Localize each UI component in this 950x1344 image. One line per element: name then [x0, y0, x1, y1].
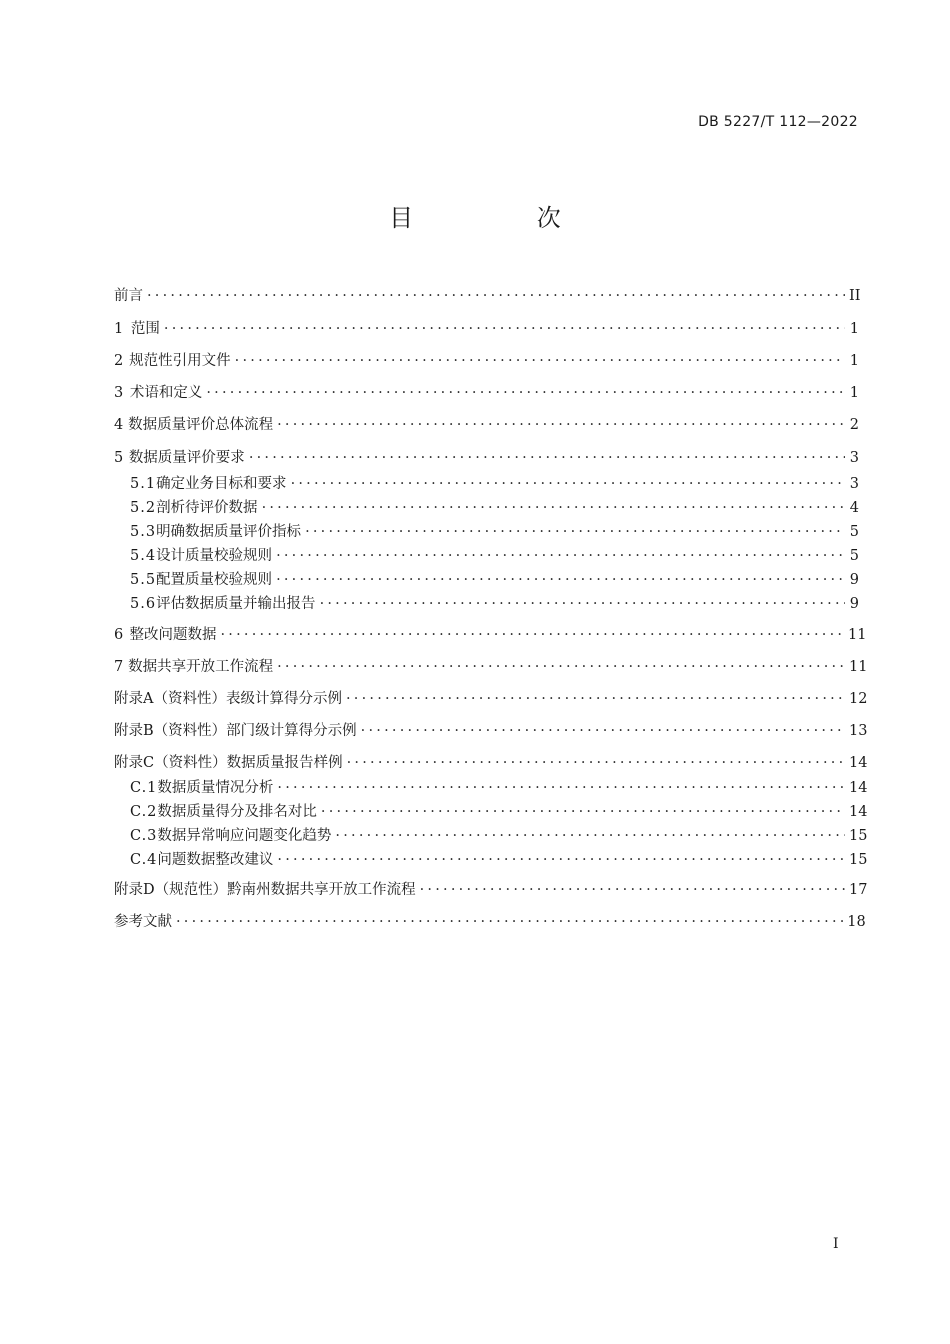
- toc-entry-number: 附录B（资料性）: [114, 723, 227, 739]
- toc-leader-dots: [320, 594, 845, 614]
- toc-entry-page: 5: [849, 524, 859, 540]
- page-number: I: [833, 1236, 839, 1252]
- toc-entry-number: 5.4: [130, 548, 157, 564]
- toc-leader-dots: [206, 383, 845, 403]
- toc-entry-page: II: [849, 288, 861, 304]
- toc-entry-page: 15: [848, 852, 868, 868]
- toc-entry-label: 数据质量情况分析: [157, 780, 274, 796]
- toc-entry-label: 参考文献: [114, 914, 172, 930]
- toc-entry-number: 5.5: [130, 572, 157, 588]
- toc-entry-number: 1: [114, 321, 124, 337]
- toc-leader-dots: [276, 546, 845, 566]
- toc-entry-7[interactable]: [114, 657, 868, 677]
- page-title: 目 次: [389, 204, 619, 232]
- toc-entry-label: 确定业务目标和要求: [156, 476, 287, 492]
- toc-entry-5-6[interactable]: [114, 594, 859, 614]
- toc-entry-page: 1: [849, 321, 859, 337]
- toc-entry-number: C.4: [130, 852, 158, 868]
- toc-entry-number: C.3: [130, 828, 158, 844]
- toc-entry-page: 11: [848, 659, 868, 675]
- toc-entry-page: 14: [849, 804, 868, 820]
- toc-entry-c-3[interactable]: [114, 826, 868, 846]
- toc-entry-number: 6: [114, 627, 124, 643]
- toc-entry-page: 3: [849, 450, 859, 466]
- toc-entry-page: 18: [847, 914, 866, 930]
- toc-leader-dots: [291, 474, 845, 494]
- toc-leader-dots: [305, 522, 845, 542]
- toc-entry-label: 黔南州数据共享开放工作流程: [227, 882, 416, 898]
- toc-entry-annex-c[interactable]: [114, 753, 868, 773]
- toc-entry-number: 5: [114, 450, 124, 466]
- toc-entry-label: 问题数据整改建议: [157, 852, 274, 868]
- toc-entry-number: 5.2: [130, 500, 157, 516]
- toc-entry-page: 17: [849, 882, 868, 898]
- toc-entry-label: 配置质量校验规则: [156, 572, 273, 588]
- toc-entry-number: 5.6: [130, 596, 157, 612]
- toc-leader-dots: [249, 448, 845, 468]
- toc-leader-dots: [347, 753, 845, 773]
- toc-entry-number: 附录A（资料性）: [114, 691, 226, 707]
- toc-entry-page: 13: [849, 723, 868, 739]
- toc-leader-dots: [335, 826, 845, 846]
- toc-entry-label: 整改问题数据: [129, 627, 217, 643]
- toc-entry-number: 附录D（规范性）: [114, 882, 228, 898]
- toc-entry-page: 14: [848, 780, 868, 796]
- toc-entry-label: 数据质量报告样例: [226, 755, 343, 771]
- document-code: DB 5227/T 112—2022: [698, 114, 858, 130]
- toc-entry-5-1[interactable]: [114, 474, 859, 494]
- toc-leader-dots: [147, 286, 845, 306]
- toc-entry-number: 7: [114, 659, 124, 675]
- toc-entry-preface[interactable]: [114, 286, 859, 306]
- toc-entry-page: 5: [849, 548, 859, 564]
- toc-entry-2[interactable]: [114, 351, 859, 371]
- toc-entry-page: 15: [849, 828, 868, 844]
- toc-entry-6[interactable]: [114, 625, 867, 645]
- toc-entry-label: 数据共享开放工作流程: [128, 659, 274, 675]
- toc-entry-label: 数据质量评价要求: [128, 450, 245, 466]
- toc-entry-1[interactable]: [114, 319, 859, 339]
- toc-entry-label: 表级计算得分示例: [225, 691, 342, 707]
- toc-entry-c-4[interactable]: [114, 850, 868, 870]
- toc-entry-label: 明确数据质量评价指标: [156, 524, 302, 540]
- toc-leader-dots: [346, 689, 845, 709]
- toc-entry-page: 3: [849, 476, 859, 492]
- toc-entry-annex-b[interactable]: [114, 721, 868, 741]
- toc-entry-5-2[interactable]: [114, 498, 859, 518]
- toc-leader-dots: [277, 778, 845, 798]
- toc-entry-number: 2: [114, 353, 124, 369]
- toc-entry-annex-a[interactable]: [114, 689, 868, 709]
- toc-entry-page: 1: [849, 353, 859, 369]
- toc-entry-references[interactable]: [114, 912, 866, 932]
- toc-entry-label: 部门级计算得分示例: [226, 723, 357, 739]
- toc-leader-dots: [321, 802, 845, 822]
- toc-entry-number: 5.1: [130, 476, 157, 492]
- toc-entry-label: 设计质量校验规则: [156, 548, 273, 564]
- toc-entry-annex-d[interactable]: [114, 880, 868, 900]
- toc-entry-page: 9: [849, 596, 859, 612]
- toc-entry-label: 数据质量得分及排名对比: [157, 804, 317, 820]
- toc-entry-page: 1: [849, 385, 859, 401]
- toc-entry-page: 4: [849, 500, 859, 516]
- toc-leader-dots: [277, 850, 845, 870]
- toc-leader-dots: [176, 912, 843, 932]
- toc-entry-number: C.2: [130, 804, 158, 820]
- toc-entry-page: 11: [848, 627, 867, 643]
- toc-entry-number: C.1: [130, 780, 158, 796]
- toc-entry-page: 12: [849, 691, 868, 707]
- toc-entry-5-5[interactable]: [114, 570, 859, 590]
- toc-leader-dots: [235, 351, 845, 371]
- toc-entry-5-4[interactable]: [114, 546, 859, 566]
- toc-entry-3[interactable]: [114, 383, 859, 403]
- toc-entry-label: 前言: [114, 288, 143, 304]
- toc-entry-4[interactable]: [114, 415, 859, 435]
- toc-leader-dots: [262, 498, 845, 518]
- toc-entry-5[interactable]: [114, 448, 859, 468]
- toc-leader-dots: [420, 880, 845, 900]
- toc-leader-dots: [276, 570, 845, 590]
- toc-leader-dots: [277, 415, 845, 435]
- toc-leader-dots: [164, 319, 845, 339]
- toc-entry-number: 3: [114, 385, 124, 401]
- toc-entry-c-1[interactable]: [114, 778, 868, 798]
- toc-entry-label: 规范性引用文件: [129, 353, 231, 369]
- toc-entry-page: 14: [849, 755, 868, 771]
- toc-leader-dots: [220, 625, 844, 645]
- toc-entry-5-3[interactable]: [114, 522, 859, 542]
- toc-entry-label: 范围: [130, 321, 160, 337]
- toc-entry-label: 术语和定义: [129, 385, 203, 401]
- toc-entry-label: 评估数据质量并输出报告: [156, 596, 316, 612]
- toc-leader-dots: [361, 721, 845, 741]
- toc-entry-number: 5.3: [130, 524, 157, 540]
- toc-entry-number: 附录C（资料性）: [114, 755, 227, 771]
- toc-entry-label: 剖析待评价数据: [156, 500, 258, 516]
- toc-entry-label: 数据质量评价总体流程: [128, 417, 274, 433]
- toc-entry-c-2[interactable]: [114, 802, 868, 822]
- toc-entry-label: 数据异常响应问题变化趋势: [157, 828, 332, 844]
- toc-entry-page: 2: [849, 417, 859, 433]
- toc-leader-dots: [277, 657, 845, 677]
- toc-entry-number: 4: [114, 417, 124, 433]
- toc-entry-page: 9: [849, 572, 859, 588]
